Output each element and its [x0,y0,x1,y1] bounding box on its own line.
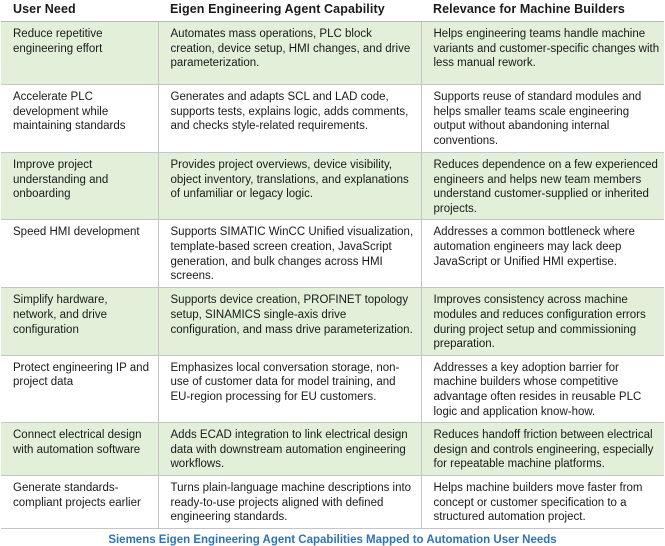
cell-user-need: Protect engineering IP and project data [1,355,158,422]
table-header-row [1,0,664,22]
cell-user-need: Speed HMI development [1,220,158,288]
header-user-need: User Need [1,0,158,22]
cell-user-need: Connect electrical design with automation software [1,423,158,476]
table-row [1,288,664,355]
cell-user-need: Simplify hardware, network, and drive configuration [1,288,158,355]
cell-user-need: Reduce repetitive engineering effort [1,22,158,85]
capability-table-container [1,0,664,546]
cell-user-need: Improve project understanding and onboarding [1,153,158,220]
capability-table [1,0,664,529]
header-relevance: Relevance for Machine Builders [421,0,664,22]
cell-relevance: Reduces dependence on a few experienced engineers and helps new team members understand customer-supplied or inherited projects. [421,153,664,220]
table-row [1,153,664,220]
cell-capability: Supports device creation, PROFINET topology setup, SINAMICS single-axis drive configuration, and mass drive parameterization. [158,288,421,355]
cell-capability: Automates mass operations, PLC block creation, device setup, HMI changes, and drive parameterization. [158,22,421,85]
cell-capability: Supports SIMATIC WinCC Unified visualization, template-based screen creation, JavaScript generation, and bulk changes across HMI screens. [158,220,421,288]
table-row [1,475,664,528]
cell-relevance: Addresses a common bottleneck where automation engineers may lack deep JavaScript or Unified HMI expertise. [421,220,664,288]
cell-capability: Generates and adapts SCL and LAD code, supports tests, explains logic, adds comments, and checks style-related requirements. [158,85,421,153]
header-capability: Eigen Engineering Agent Capability [158,0,421,22]
cell-relevance: Reduces handoff friction between electrical design and controls engineering, especially for repeatable machine platforms. [421,423,664,476]
table-row [1,355,664,422]
table-row [1,85,664,153]
cell-capability: Emphasizes local conversation storage, non-use of customer data for model training, and EU-region processing for EU customers. [158,355,421,422]
cell-relevance: Supports reuse of standard modules and helps smaller teams scale engineering output without abandoning internal conventions. [421,85,664,153]
cell-user-need: Generate standards-compliant projects earlier [1,475,158,528]
cell-relevance: Helps machine builders move faster from concept or customer specification to a structured automation project. [421,475,664,528]
table-row [1,220,664,288]
cell-relevance: Addresses a key adoption barrier for machine builders whose competitive advantage often resides in reusable PLC logic and application know-how. [421,355,664,422]
cell-relevance: Improves consistency across machine modules and reduces configuration errors during project setup and commissioning preparation. [421,288,664,355]
cell-user-need: Accelerate PLC development while maintaining standards [1,85,158,153]
cell-relevance: Helps engineering teams handle machine variants and customer-specific changes with less manual rework. [421,22,664,85]
cell-capability: Turns plain-language machine descriptions into ready-to-use projects aligned with defined engineering standards. [158,475,421,528]
cell-capability: Provides project overviews, device visibility, object inventory, translations, and explanations of unfamiliar or legacy logic. [158,153,421,220]
cell-capability: Adds ECAD integration to link electrical design data with downstream automation engineering workflows. [158,423,421,476]
table-row [1,423,664,476]
table-caption: Siemens Eigen Engineering Agent Capabilities Mapped to Automation User Needs [108,533,557,546]
table-row [1,22,664,85]
